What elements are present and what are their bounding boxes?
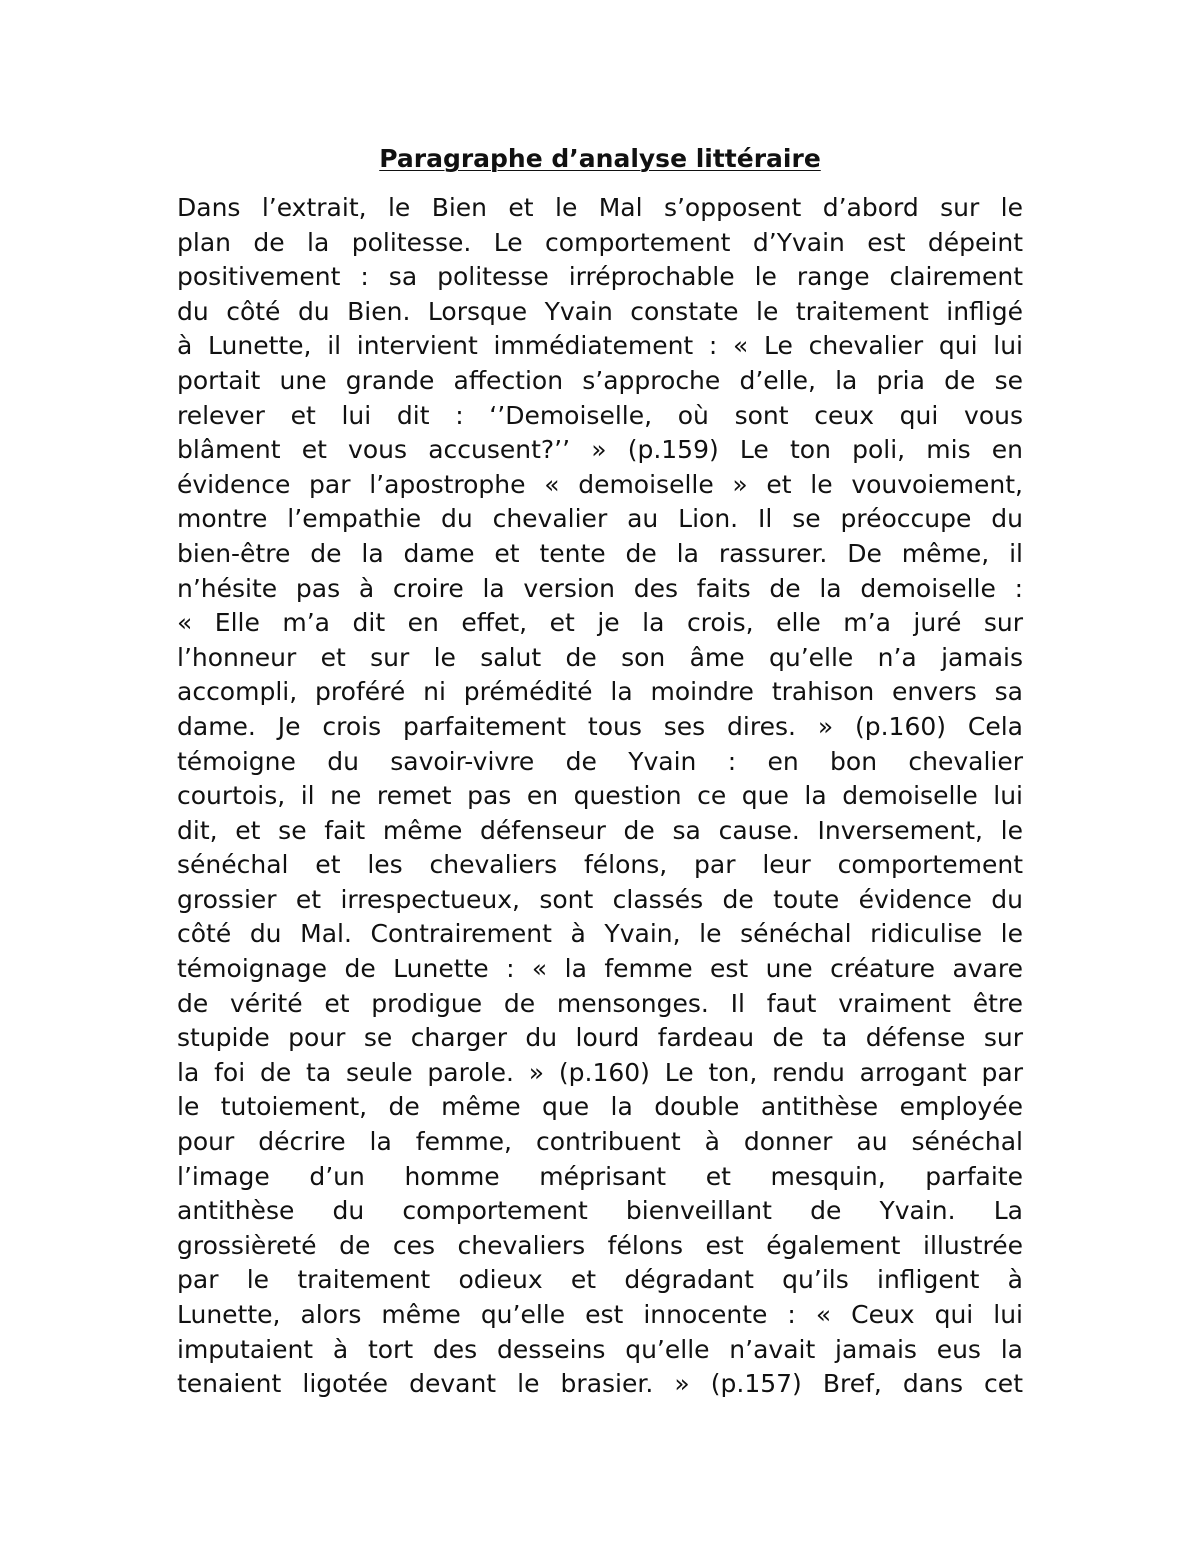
- paragraph-line: dit, et se fait même défenseur de sa cause. Inversement, le: [177, 815, 1023, 845]
- paragraph-line: montre l’empathie du chevalier au Lion. Il se préoccupe du: [177, 504, 1023, 534]
- paragraph-line: sénéchal et les chevaliers félons, par leur comportement: [177, 850, 1023, 880]
- paragraph-line: témoigne du savoir-vivre de Yvain : en bon chevalier: [177, 746, 1023, 776]
- paragraph-line: relever et lui dit : ‘’Demoiselle, où sont ceux qui vous: [177, 400, 1023, 430]
- paragraph-line: positivement : sa politesse irréprochable le range clairement: [177, 262, 1023, 292]
- paragraph-line: imputaient à tort des desseins qu’elle n’avait jamais eus la: [177, 1334, 1023, 1364]
- paragraph-line: n’hésite pas à croire la version des faits de la demoiselle :: [177, 573, 1023, 603]
- analysis-paragraph: [177, 191, 1023, 1402]
- paragraph-line: grossier et irrespectueux, sont classés de toute évidence du: [177, 884, 1023, 914]
- paragraph-line: de vérité et prodigue de mensonges. Il faut vraiment être: [177, 988, 1023, 1018]
- document-title: Paragraphe d’analyse littéraire: [379, 144, 821, 173]
- paragraph-line: pour décrire la femme, contribuent à donner au sénéchal: [177, 1127, 1023, 1157]
- paragraph-line: la foi de ta seule parole. » (p.160) Le ton, rendu arrogant par: [177, 1057, 1023, 1087]
- paragraph-line: témoignage de Lunette : « la femme est une créature avare: [177, 954, 1023, 984]
- paragraph-line: tenaient ligotée devant le brasier. » (p.157) Bref, dans cet: [177, 1369, 1023, 1399]
- paragraph-line: blâment et vous accusent?’’ » (p.159) Le ton poli, mis en: [177, 435, 1023, 465]
- paragraph-line: l’honneur et sur le salut de son âme qu’elle n’a jamais: [177, 642, 1023, 672]
- paragraph-line: accompli, proféré ni prémédité la moindre trahison envers sa: [177, 677, 1023, 707]
- paragraph-line: stupide pour se charger du lourd fardeau de ta défense sur: [177, 1023, 1023, 1053]
- paragraph-line: Dans l’extrait, le Bien et le Mal s’opposent d’abord sur le: [177, 193, 1023, 222]
- paragraph-line: par le traitement odieux et dégradant qu’ils infligent à: [177, 1265, 1023, 1295]
- paragraph-line: grossièreté de ces chevaliers félons est également illustrée: [177, 1230, 1023, 1260]
- paragraph-line: dame. Je crois parfaitement tous ses dires. » (p.160) Cela: [177, 711, 1023, 741]
- paragraph-line: évidence par l’apostrophe « demoiselle » et le vouvoiement,: [177, 469, 1023, 499]
- paragraph-line: plan de la politesse. Le comportement d’Yvain est dépeint: [177, 227, 1023, 257]
- paragraph-line: l’image d’un homme méprisant et mesquin, parfaite: [177, 1161, 1023, 1191]
- paragraph-line: courtois, il ne remet pas en question ce que la demoiselle lui: [177, 781, 1023, 811]
- paragraph-line: à Lunette, il intervient immédiatement : « Le chevalier qui lui: [177, 331, 1023, 361]
- paragraph-line: antithèse du comportement bienveillant de Yvain. La: [177, 1196, 1023, 1226]
- paragraph-line: côté du Mal. Contrairement à Yvain, le sénéchal ridiculise le: [177, 919, 1023, 949]
- paragraph-line: « Elle m’a dit en effet, et je la crois, elle m’a juré sur: [177, 608, 1023, 638]
- paragraph-line: portait une grande affection s’approche d’elle, la pria de se: [177, 365, 1023, 395]
- paragraph-line: du côté du Bien. Lorsque Yvain constate le traitement infligé: [177, 296, 1023, 326]
- paragraph-line: le tutoiement, de même que la double antithèse employée: [177, 1092, 1023, 1122]
- paragraph-line: Lunette, alors même qu’elle est innocente : « Ceux qui lui: [177, 1300, 1023, 1329]
- paragraph-line: bien-être de la dame et tente de la rassurer. De même, il: [177, 538, 1023, 568]
